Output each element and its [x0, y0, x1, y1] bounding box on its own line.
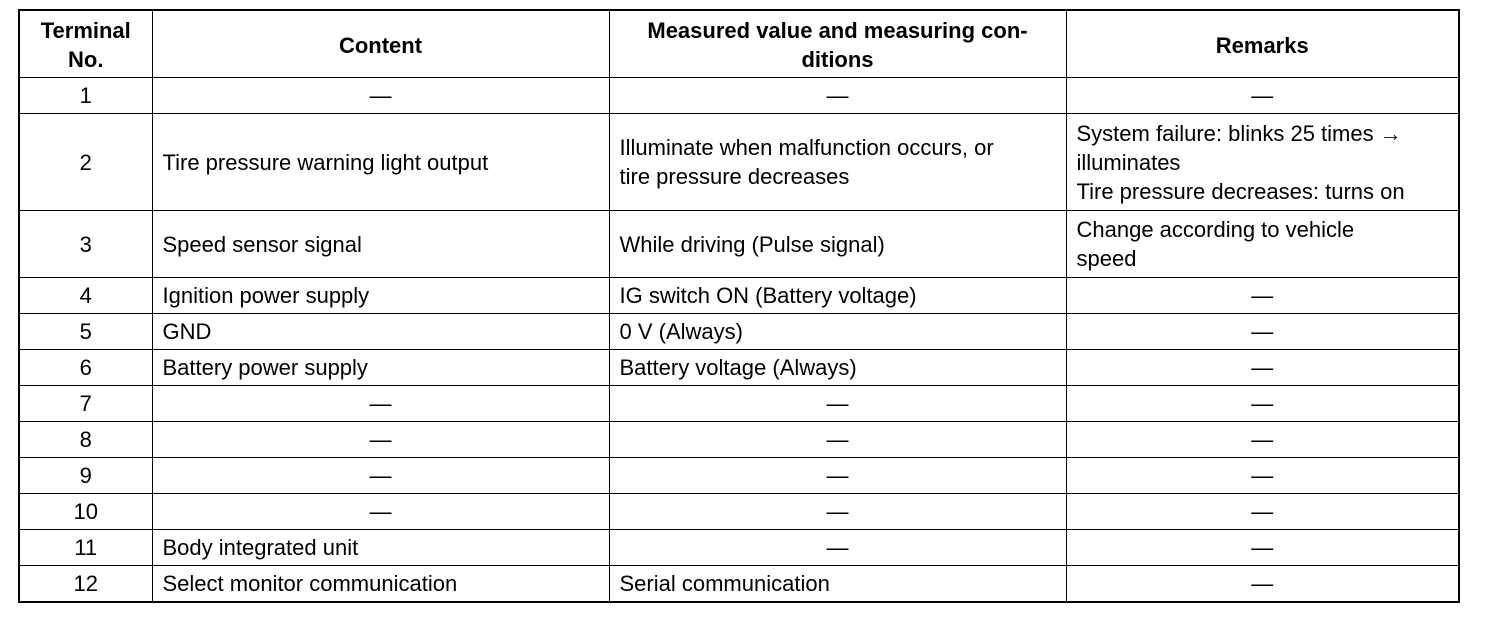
- terminal-number: 9: [19, 458, 152, 494]
- table-row: [19, 78, 1459, 114]
- header-remarks: Remarks: [1066, 10, 1459, 78]
- terminal-number: 12: [19, 566, 152, 603]
- remarks-cell: —: [1066, 530, 1459, 566]
- content-cell: Battery power supply: [152, 350, 609, 386]
- measured-cell: —: [609, 494, 1066, 530]
- content-cell: Ignition power supply: [152, 278, 609, 314]
- remarks-cell: —: [1066, 350, 1459, 386]
- header-terminal-no-line1: Terminal: [40, 18, 131, 43]
- measured-cell: —: [609, 530, 1066, 566]
- table-row: [19, 566, 1459, 603]
- terminal-number: 3: [19, 211, 152, 278]
- measured-cell: —: [609, 422, 1066, 458]
- remarks-line: System failure: blinks 25 times →: [1076, 120, 1402, 146]
- remarks-line: Tire pressure decreases: turns on: [1076, 178, 1405, 204]
- measured-cell: —: [609, 458, 1066, 494]
- content-cell: —: [152, 386, 609, 422]
- terminal-number: 7: [19, 386, 152, 422]
- content-cell: Body integrated unit: [152, 530, 609, 566]
- remarks-cell: —: [1066, 422, 1459, 458]
- remarks-cell: —: [1066, 314, 1459, 350]
- table-row: [19, 114, 1459, 211]
- terminal-table: [18, 9, 1460, 603]
- measured-cell: Battery voltage (Always): [609, 350, 1066, 386]
- remarks-cell: [1066, 211, 1459, 278]
- header-measured-line1: Measured value and measuring con-: [647, 18, 1028, 43]
- table-row: [19, 314, 1459, 350]
- header-row: [19, 10, 1459, 78]
- content-cell: —: [152, 78, 609, 114]
- measured-cell: IG switch ON (Battery voltage): [609, 278, 1066, 314]
- table-row: [19, 494, 1459, 530]
- remarks-cell: —: [1066, 78, 1459, 114]
- remarks-cell: —: [1066, 458, 1459, 494]
- table-row: [19, 211, 1459, 278]
- header-terminal-no: [19, 10, 152, 78]
- measured-cell: Serial communication: [609, 566, 1066, 603]
- table-row: [19, 278, 1459, 314]
- content-cell: Speed sensor signal: [152, 211, 609, 278]
- terminal-number: 6: [19, 350, 152, 386]
- measured-cell: —: [609, 386, 1066, 422]
- header-measured: [609, 10, 1066, 78]
- content-cell: Tire pressure warning light output: [152, 114, 609, 211]
- table-row: [19, 422, 1459, 458]
- remarks-line: Change according to vehicle: [1076, 217, 1355, 242]
- remarks-cell: [1066, 114, 1459, 211]
- remarks-cell: —: [1066, 278, 1459, 314]
- terminal-number: 8: [19, 422, 152, 458]
- content-cell: —: [152, 458, 609, 494]
- measured-cell: [609, 114, 1066, 211]
- remarks-cell: —: [1066, 494, 1459, 530]
- measured-cell: While driving (Pulse signal): [609, 211, 1066, 278]
- table-row: [19, 458, 1459, 494]
- remarks-cell: —: [1066, 386, 1459, 422]
- header-terminal-no-line2: No.: [68, 47, 104, 72]
- remarks-cell: —: [1066, 566, 1459, 603]
- remarks-line: illuminates: [1076, 149, 1181, 175]
- content-cell: Select monitor communication: [152, 566, 609, 603]
- terminal-number: 5: [19, 314, 152, 350]
- measured-line: Illuminate when malfunction occurs, or: [619, 135, 994, 160]
- table-row: [19, 350, 1459, 386]
- header-content: Content: [152, 10, 609, 78]
- content-cell: —: [152, 422, 609, 458]
- measured-cell: 0 V (Always): [609, 314, 1066, 350]
- table-row: [19, 530, 1459, 566]
- remarks-line: speed: [1076, 246, 1137, 271]
- measured-cell: —: [609, 78, 1066, 114]
- terminal-number: 1: [19, 78, 152, 114]
- terminal-number: 2: [19, 114, 152, 211]
- measured-line: tire pressure decreases: [619, 164, 850, 189]
- header-measured-line2: ditions: [801, 47, 874, 72]
- content-cell: —: [152, 494, 609, 530]
- terminal-number: 10: [19, 494, 152, 530]
- table-row: [19, 386, 1459, 422]
- terminal-number: 4: [19, 278, 152, 314]
- terminal-number: 11: [19, 530, 152, 566]
- content-cell: GND: [152, 314, 609, 350]
